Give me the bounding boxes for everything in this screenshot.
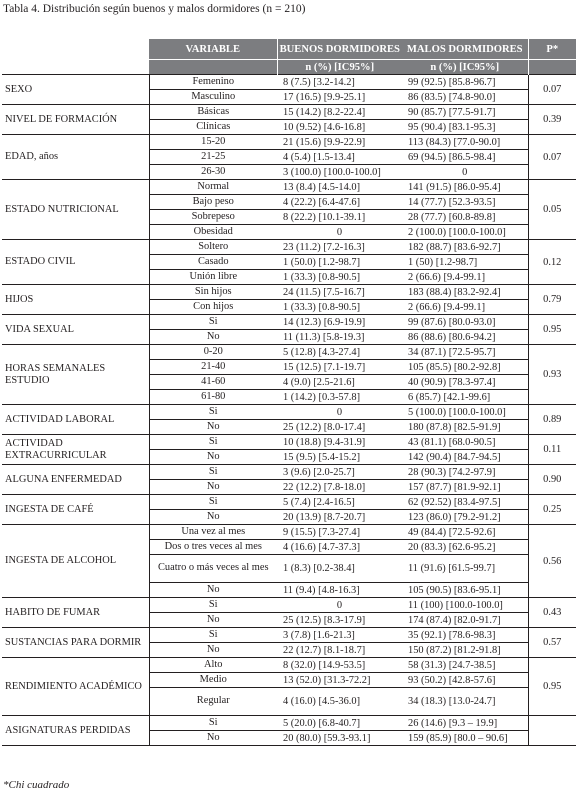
- bad-sleepers-value: 99 (92.5) [85.8-96.7]: [402, 75, 528, 90]
- category-label: No: [149, 731, 277, 746]
- category-label: Regular: [149, 688, 277, 716]
- good-sleepers-value: 22 (12.7) [8.1-18.7]: [277, 643, 402, 658]
- category-label: Si: [149, 435, 277, 450]
- table-row: [2, 716, 576, 731]
- variable-name: ESTADO CIVIL: [2, 240, 149, 285]
- good-sleepers-value: 8 (7.5) [3.2-14.2]: [277, 75, 402, 90]
- bad-sleepers-value: 182 (88.7) [83.6-92.7]: [402, 240, 528, 255]
- table-body: [2, 75, 576, 746]
- good-sleepers-value: 10 (9.52) [4.6-16.8]: [277, 120, 402, 135]
- bad-sleepers-value: 93 (50.2) [42.8-57.6]: [402, 673, 528, 688]
- header-blank-2: [2, 60, 149, 75]
- bad-sleepers-value: 105 (85.5) [80.2-92.8]: [402, 360, 528, 375]
- good-sleepers-value: 11 (9.4) [4.8-16.3]: [277, 583, 402, 598]
- bad-sleepers-value: 34 (87.1) [72.5-95.7]: [402, 345, 528, 360]
- category-label: Si: [149, 716, 277, 731]
- good-sleepers-value: 1 (8.3) [0.2-38.4]: [277, 555, 402, 583]
- category-label: Unión libre: [149, 270, 277, 285]
- variable-name: ACTIVIDAD EXTRACURRICULAR: [2, 435, 149, 465]
- category-label: Masculino: [149, 90, 277, 105]
- category-label: Si: [149, 405, 277, 420]
- sleepers-table: [2, 39, 576, 746]
- table-row: [2, 435, 576, 450]
- category-label: Femenino: [149, 75, 277, 90]
- bad-sleepers-value: 2 (100.0) [100.0-100.0]: [402, 225, 528, 240]
- bad-sleepers-value: 95 (90.4) [83.1-95.3]: [402, 120, 528, 135]
- header-blank: [2, 39, 149, 60]
- good-sleepers-value: 15 (9.5) [5.4-15.2]: [277, 450, 402, 465]
- category-label: Normal: [149, 180, 277, 195]
- category-label: Obesidad: [149, 225, 277, 240]
- table-row: [2, 285, 576, 300]
- category-label: Si: [149, 598, 277, 613]
- p-value: 0.56: [528, 525, 576, 598]
- variable-name: SEXO: [2, 75, 149, 105]
- good-sleepers-value: 5 (7.4) [2.4-16.5]: [277, 495, 402, 510]
- bad-sleepers-value: 123 (86.0) [79.2-91.2]: [402, 510, 528, 525]
- category-label: No: [149, 613, 277, 628]
- category-label: 21-40: [149, 360, 277, 375]
- header-p-sub: [528, 60, 576, 75]
- good-sleepers-value: 11 (11.3) [5.8-19.3]: [277, 330, 402, 345]
- category-label: Si: [149, 628, 277, 643]
- header-good-sleepers: BUENOS DORMIDORES: [277, 39, 402, 60]
- bad-sleepers-value: 90 (85.7) [77.5-91.7]: [402, 105, 528, 120]
- bad-sleepers-value: 142 (90.4) [84.7-94.5]: [402, 450, 528, 465]
- bad-sleepers-value: 62 (92.52) [83.4-97.5]: [402, 495, 528, 510]
- bad-sleepers-value: 99 (87.6) [80.0-93.0]: [402, 315, 528, 330]
- good-sleepers-value: 13 (8.4) [4.5-14.0]: [277, 180, 402, 195]
- variable-name: SUSTANCIAS PARA DORMIR: [2, 628, 149, 658]
- bad-sleepers-value: 86 (88.6) [80.6-94.2]: [402, 330, 528, 345]
- bad-sleepers-value: 49 (84.4) [72.5-92.6]: [402, 525, 528, 540]
- category-label: Soltero: [149, 240, 277, 255]
- good-sleepers-value: 23 (11.2) [7.2-16.3]: [277, 240, 402, 255]
- header-bad-sleepers: MALOS DORMIDORES: [402, 39, 528, 60]
- bad-sleepers-value: 26 (14.6) [9.3 – 19.9]: [402, 716, 528, 731]
- good-sleepers-value: 0: [277, 598, 402, 613]
- good-sleepers-value: 4 (16.6) [4.7-37.3]: [277, 540, 402, 555]
- p-value: 0.79: [528, 285, 576, 315]
- p-value: 0.07: [528, 135, 576, 180]
- table-row: [2, 75, 576, 90]
- bad-sleepers-value: 40 (90.9) [78.3-97.4]: [402, 375, 528, 390]
- category-label: Con hijos: [149, 300, 277, 315]
- good-sleepers-value: 3 (7.8) [1.6-21.3]: [277, 628, 402, 643]
- good-sleepers-value: 0: [277, 225, 402, 240]
- category-label: Cuatro o más veces al mes: [149, 555, 277, 583]
- category-label: 61-80: [149, 390, 277, 405]
- bad-sleepers-value: 180 (87.8) [82.5-91.9]: [402, 420, 528, 435]
- bad-sleepers-value: 11 (91.6) [61.5-99.7]: [402, 555, 528, 583]
- variable-name: HORAS SEMANALES ESTUDIO: [2, 345, 149, 405]
- good-sleepers-value: 14 (12.3) [6.9-19.9]: [277, 315, 402, 330]
- p-value: 0.90: [528, 465, 576, 495]
- category-label: Dos o tres veces al mes: [149, 540, 277, 555]
- p-value: 0.12: [528, 240, 576, 285]
- bad-sleepers-value: 5 (100.0) [100.0-100.0]: [402, 405, 528, 420]
- good-sleepers-value: 8 (22.2) [10.1-39.1]: [277, 210, 402, 225]
- table-row: [2, 405, 576, 420]
- good-sleepers-value: 5 (12.8) [4.3-27.4]: [277, 345, 402, 360]
- p-value: 0.95: [528, 658, 576, 716]
- category-label: No: [149, 330, 277, 345]
- bad-sleepers-value: 183 (88.4) [83.2-92.4]: [402, 285, 528, 300]
- category-label: Casado: [149, 255, 277, 270]
- table-row: [2, 240, 576, 255]
- good-sleepers-value: 1 (33.3) [0.8-90.5]: [277, 270, 402, 285]
- good-sleepers-value: 25 (12.5) [8.3-17.9]: [277, 613, 402, 628]
- good-sleepers-value: 15 (12.5) [7.1-19.7]: [277, 360, 402, 375]
- category-label: Sin hijos: [149, 285, 277, 300]
- variable-name: ACTIVIDAD LABORAL: [2, 405, 149, 435]
- category-label: Bajo peso: [149, 195, 277, 210]
- header-p-value: P*: [528, 39, 576, 60]
- table-caption: Tabla 4. Distribución según buenos y malos dormidores (n = 210): [3, 3, 306, 15]
- good-sleepers-value: 20 (80.0) [59.3-93.1]: [277, 731, 402, 746]
- p-value: 0.39: [528, 105, 576, 135]
- good-sleepers-value: 4 (5.4) [1.5-13.4]: [277, 150, 402, 165]
- bad-sleepers-value: 86 (83.5) [74.8-90.0]: [402, 90, 528, 105]
- category-label: 41-60: [149, 375, 277, 390]
- good-sleepers-value: 1 (14.2) [0.3-57.8]: [277, 390, 402, 405]
- category-label: Alto: [149, 658, 277, 673]
- category-label: No: [149, 450, 277, 465]
- bad-sleepers-value: 14 (77.7) [52.3-93.5]: [402, 195, 528, 210]
- bad-sleepers-value: 113 (84.3) [77.0-90.0]: [402, 135, 528, 150]
- category-label: Si: [149, 315, 277, 330]
- good-sleepers-value: 15 (14.2) [8.2-22.4]: [277, 105, 402, 120]
- category-label: 26-30: [149, 165, 277, 180]
- category-label: No: [149, 510, 277, 525]
- good-sleepers-value: 22 (12.2) [7.8-18.0]: [277, 480, 402, 495]
- table-row: [2, 658, 576, 673]
- good-sleepers-value: 4 (16.0) [4.5-36.0]: [277, 688, 402, 716]
- variable-name: HABITO DE FUMAR: [2, 598, 149, 628]
- good-sleepers-value: 10 (18.8) [9.4-31.9]: [277, 435, 402, 450]
- bad-sleepers-value: 1 (50) [1.2-98.7]: [402, 255, 528, 270]
- p-value: 0.93: [528, 345, 576, 405]
- bad-sleepers-value: 0: [402, 165, 528, 180]
- category-label: No: [149, 480, 277, 495]
- bad-sleepers-value: 105 (90.5) [83.6-95.1]: [402, 583, 528, 598]
- good-sleepers-value: 20 (13.9) [8.7-20.7]: [277, 510, 402, 525]
- bad-sleepers-value: 69 (94.5) [86.5-98.4]: [402, 150, 528, 165]
- variable-name: ASIGNATURAS PERDIDAS: [2, 716, 149, 746]
- p-value: 0.57: [528, 628, 576, 658]
- good-sleepers-value: 8 (32.0) [14.9-53.5]: [277, 658, 402, 673]
- p-value: 0.95: [528, 315, 576, 345]
- good-sleepers-value: 4 (22.2) [6.4-47.6]: [277, 195, 402, 210]
- bad-sleepers-value: 34 (18.3) [13.0-24.7]: [402, 688, 528, 716]
- table-row: [2, 180, 576, 195]
- good-sleepers-value: 3 (100.0) [100.0-100.0]: [277, 165, 402, 180]
- variable-name: INGESTA DE ALCOHOL: [2, 525, 149, 598]
- table-row: [2, 105, 576, 120]
- table-row: [2, 135, 576, 150]
- bad-sleepers-value: 35 (92.1) [78.6-98.3]: [402, 628, 528, 643]
- variable-name: RENDIMIENTO ACADÉMICO: [2, 658, 149, 716]
- good-sleepers-value: 21 (15.6) [9.9-22.9]: [277, 135, 402, 150]
- bad-sleepers-value: 6 (85.7) [42.1-99.6]: [402, 390, 528, 405]
- category-label: 15-20: [149, 135, 277, 150]
- variable-name: ALGUNA ENFERMEDAD: [2, 465, 149, 495]
- category-label: No: [149, 643, 277, 658]
- table-row: [2, 345, 576, 360]
- good-sleepers-value: 0: [277, 405, 402, 420]
- category-label: Si: [149, 495, 277, 510]
- category-label: 21-25: [149, 150, 277, 165]
- table-row: [2, 315, 576, 330]
- category-label: Sobrepeso: [149, 210, 277, 225]
- table-row: [2, 495, 576, 510]
- header-bad-sub: n (%) [IC95%]: [402, 60, 528, 75]
- good-sleepers-value: 13 (52.0) [31.3-72.2]: [277, 673, 402, 688]
- header-good-sub: n (%) [IC95%]: [277, 60, 402, 75]
- category-label: Básicas: [149, 105, 277, 120]
- table-row: [2, 628, 576, 643]
- good-sleepers-value: 1 (50.0) [1.2-98.7]: [277, 255, 402, 270]
- variable-name: ESTADO NUTRICIONAL: [2, 180, 149, 240]
- category-label: No: [149, 420, 277, 435]
- category-label: Una vez al mes: [149, 525, 277, 540]
- bad-sleepers-value: 28 (77.7) [60.8-89.8]: [402, 210, 528, 225]
- good-sleepers-value: 9 (15.5) [7.3-27.4]: [277, 525, 402, 540]
- good-sleepers-value: 4 (9.0) [2.5-21.6]: [277, 375, 402, 390]
- table-row: [2, 465, 576, 480]
- variable-name: NIVEL DE FORMACIÓN: [2, 105, 149, 135]
- bad-sleepers-value: 43 (81.1) [68.0-90.5]: [402, 435, 528, 450]
- bad-sleepers-value: 150 (87.2) [81.2-91.8]: [402, 643, 528, 658]
- p-value: [528, 716, 576, 746]
- category-label: Si: [149, 465, 277, 480]
- bad-sleepers-value: 174 (87.4) [82.0-91.7]: [402, 613, 528, 628]
- good-sleepers-value: 5 (20.0) [6.8-40.7]: [277, 716, 402, 731]
- good-sleepers-value: 1 (33.3) [0.8-90.5]: [277, 300, 402, 315]
- good-sleepers-value: 17 (16.5) [9.9-25.1]: [277, 90, 402, 105]
- p-value: 0.89: [528, 405, 576, 435]
- good-sleepers-value: 24 (11.5) [7.5-16.7]: [277, 285, 402, 300]
- p-value: 0.43: [528, 598, 576, 628]
- bad-sleepers-value: 2 (66.6) [9.4-99.1]: [402, 270, 528, 285]
- footnote: *Chi cuadrado: [3, 779, 70, 791]
- bad-sleepers-value: 58 (31.3) [24.7-38.5]: [402, 658, 528, 673]
- header-variable-sub: [149, 60, 277, 75]
- p-value: 0.11: [528, 435, 576, 465]
- category-label: Clínicas: [149, 120, 277, 135]
- table-row: [2, 598, 576, 613]
- bad-sleepers-value: 141 (91.5) [86.0-95.4]: [402, 180, 528, 195]
- p-value: 0.07: [528, 75, 576, 105]
- category-label: 0-20: [149, 345, 277, 360]
- table-header: [2, 39, 576, 75]
- header-variable: VARIABLE: [149, 39, 277, 60]
- bad-sleepers-value: 20 (83.3) [62.6-95.2]: [402, 540, 528, 555]
- variable-name: INGESTA DE CAFÉ: [2, 495, 149, 525]
- bad-sleepers-value: 157 (87.7) [81.9-92.1]: [402, 480, 528, 495]
- variable-name: EDAD, años: [2, 135, 149, 180]
- bad-sleepers-value: 28 (90.3) [74.2-97.9]: [402, 465, 528, 480]
- good-sleepers-value: 25 (12.2) [8.0-17.4]: [277, 420, 402, 435]
- category-label: Medio: [149, 673, 277, 688]
- p-value: 0.05: [528, 180, 576, 240]
- bad-sleepers-value: 159 (85.9) [80.0 – 90.6]: [402, 731, 528, 746]
- bad-sleepers-value: 11 (100) [100.0-100.0]: [402, 598, 528, 613]
- variable-name: VIDA SEXUAL: [2, 315, 149, 345]
- bad-sleepers-value: 2 (66.6) [9.4-99.1]: [402, 300, 528, 315]
- table-row: [2, 525, 576, 540]
- good-sleepers-value: 3 (9.6) [2.0-25.7]: [277, 465, 402, 480]
- category-label: No: [149, 583, 277, 598]
- p-value: 0.25: [528, 495, 576, 525]
- variable-name: HIJOS: [2, 285, 149, 315]
